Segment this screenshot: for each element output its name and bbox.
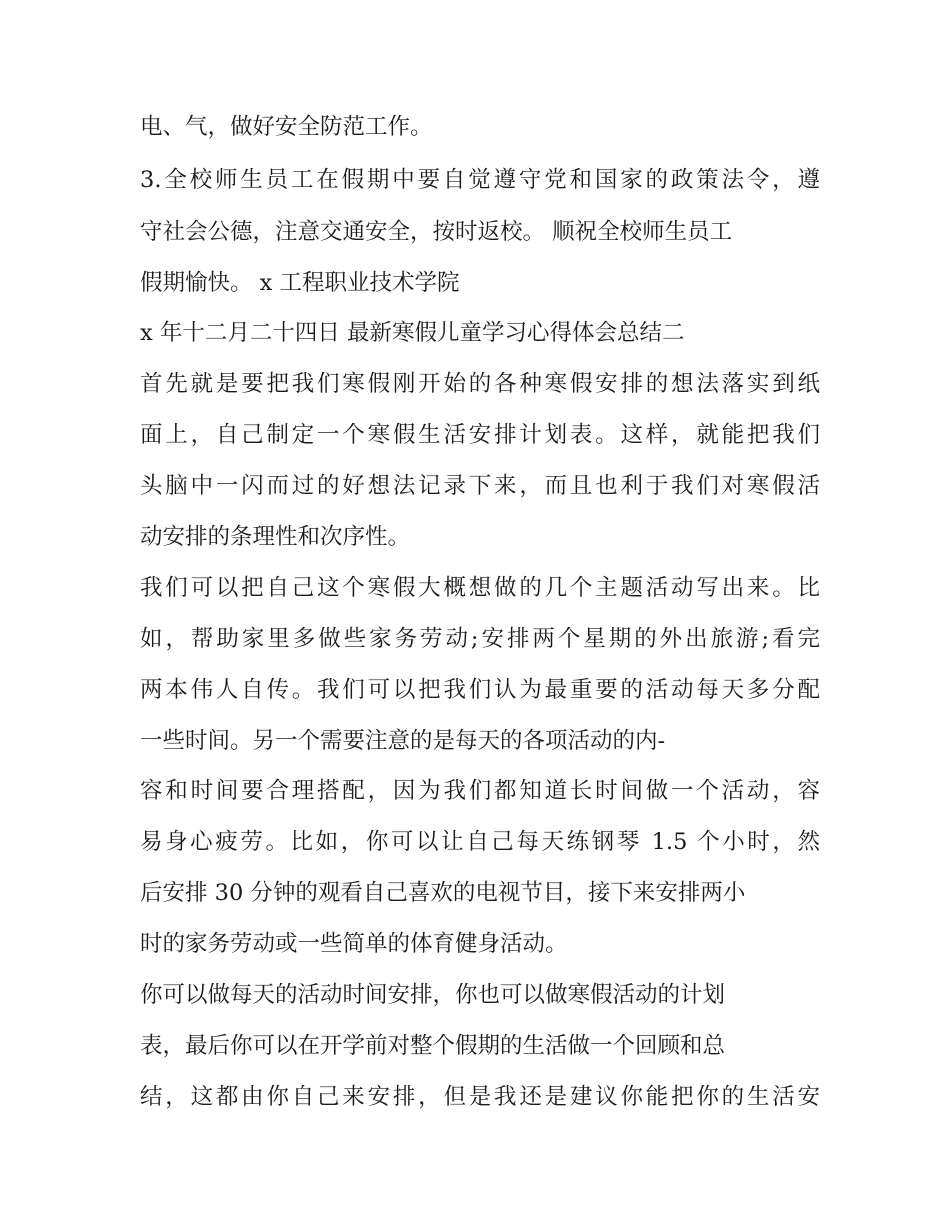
text-line: 结，这都由你自己来安排，但是我还是建议你能把你的生活安 (140, 1084, 820, 1110)
text-line: 面上，自己制定一个寒假生活安排计划表。这样，就能把我们 (140, 422, 820, 448)
text-line: 时的家务劳动或一些简单的体育健身活动。 (140, 931, 568, 957)
text-line: 3.全校师生员工在假期中要自觉遵守党和国家的政策法令，遵 (140, 167, 820, 193)
text-line: 动安排的条理性和次序性。 (140, 524, 411, 550)
text-line: 两本伟人自传。我们可以把我们认为最重要的活动每天多分配 (140, 677, 820, 703)
text-line: 你可以做每天的活动时间安排，你也可以做寒假活动的计划 (140, 982, 726, 1008)
text-line: 我们可以把自己这个寒假大概想做的几个主题活动写出来。比 (140, 575, 820, 601)
text-line: 后安排 30 分钟的观看自己喜欢的电视节目，接下来安排两小 (140, 880, 746, 906)
text-line: 假期愉快。 x 工程职业技术学院 (140, 270, 460, 296)
text-line: 守社会公德，注意交通安全，按时返校。 顺祝全校师生员工 (140, 219, 733, 245)
text-line: 表，最后你可以在开学前对整个假期的生活做一个回顾和总 (140, 1033, 726, 1059)
text-line: 头脑中一闪而过的好想法记录下来，而且也利于我们对寒假活 (140, 473, 820, 499)
text-line: x 年十二月二十四日 最新寒假儿童学习心得体会总结二 (140, 320, 685, 346)
text-line: 首先就是要把我们寒假刚开始的各种寒假安排的想法落实到纸 (140, 371, 820, 397)
text-line: 如，帮助家里多做些家务劳动;安排两个星期的外出旅游;看完 (140, 626, 820, 652)
text-line: 电、气，做好安全防范工作。 (140, 114, 433, 140)
text-line: 容和时间要合理搭配，因为我们都知道长时间做一个活动，容 (140, 778, 820, 804)
text-line: 易身心疲劳。比如，你可以让自己每天练钢琴 1.5 个小时，然 (140, 829, 820, 855)
text-line: 一些时间。另一个需要注意的是每天的各项活动的内- (140, 728, 666, 754)
